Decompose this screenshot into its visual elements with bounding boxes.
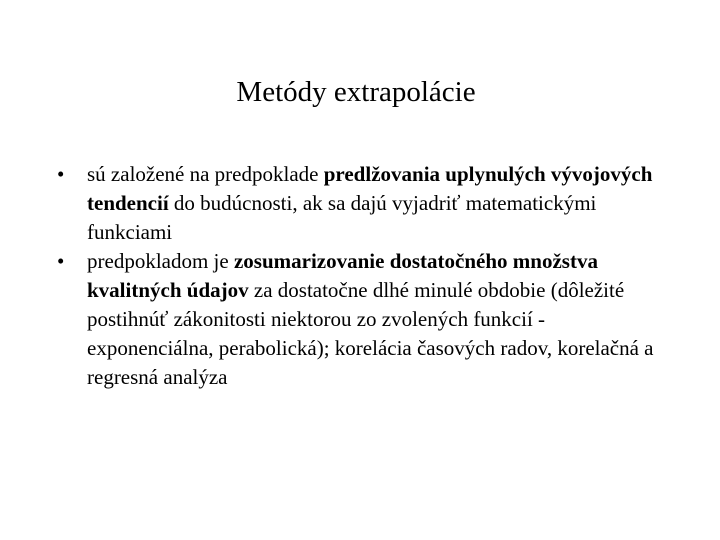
bullet-item xyxy=(55,160,675,247)
slide-title: Metódy extrapolácie xyxy=(236,76,476,108)
bullet-bold-text: zosumarizovanie dostatočného množstva kvalitných údajov xyxy=(87,249,598,302)
bullet-item xyxy=(55,247,675,392)
bullet-text-after: do budúcnosti, ak sa dajú vyjadriť matematickými funkciami xyxy=(87,191,597,244)
bullet-text-before: predpokladom je xyxy=(87,249,234,273)
bullet-bold-text: predlžovania uplynulých vývojových tendencií xyxy=(87,162,653,215)
bullet-icon: • xyxy=(57,162,65,186)
bullet-text-before: sú založené na predpoklade xyxy=(87,162,324,186)
bullet-text-after: za dostatočne dlhé minulé obdobie (dôležité postihnúť zákonitosti niektorou zo zvolených funkcií - exponenciálna, perabolická); korelácia časových radov, korelačná a regresná analýza xyxy=(87,278,654,389)
bullet-list xyxy=(55,160,675,392)
bullet-icon: • xyxy=(57,249,65,273)
